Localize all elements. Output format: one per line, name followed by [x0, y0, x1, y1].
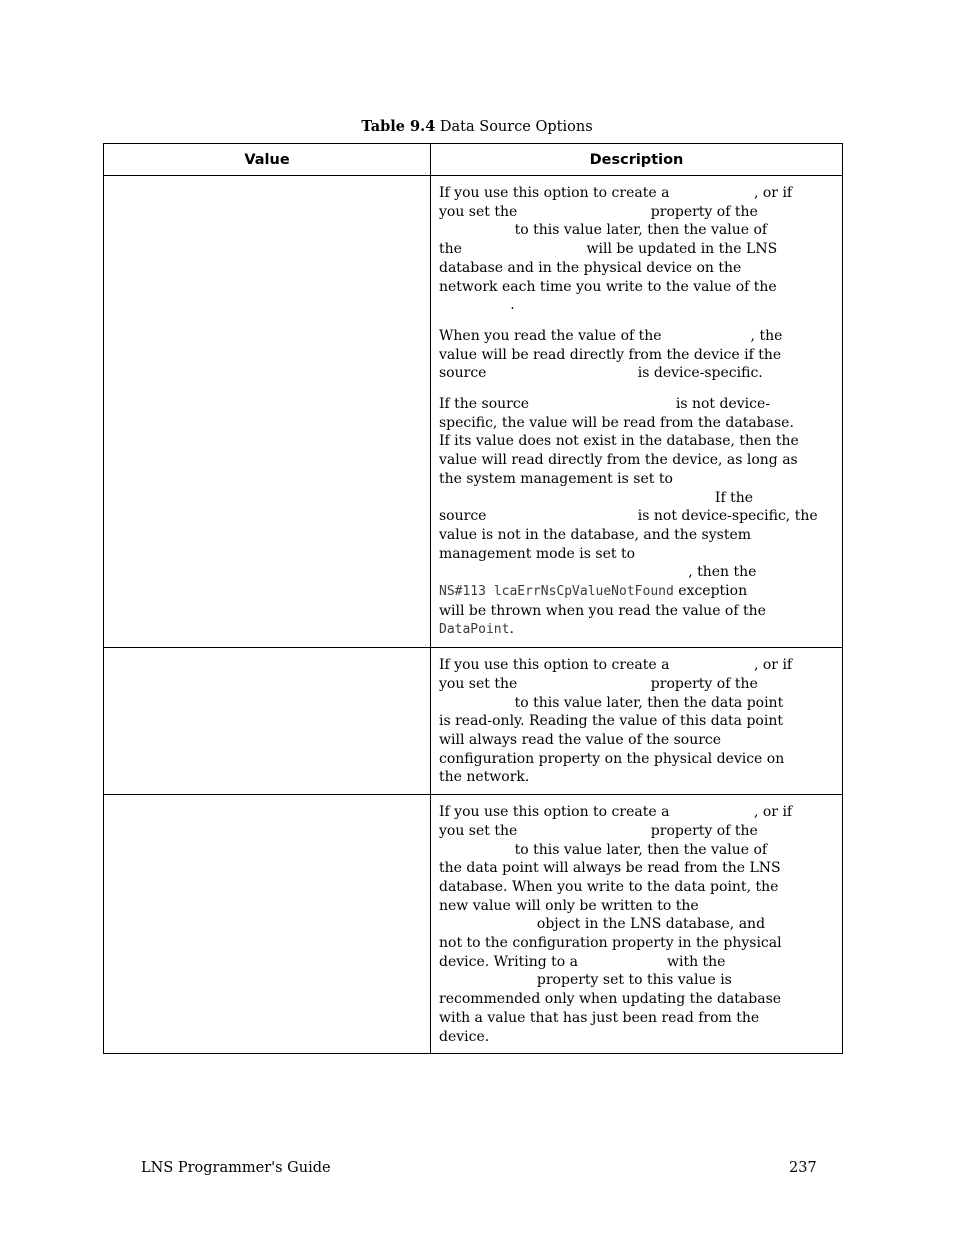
data-source-options-table — [103, 143, 843, 1054]
value-cell — [104, 795, 431, 1054]
datapoint-code: DataPoint — [439, 622, 510, 638]
text-line: you set the property of the — [439, 822, 758, 839]
text-line: to this value later, then the value of — [439, 222, 768, 239]
text-line: to this value later, then the data point — [439, 694, 784, 711]
text-line: the network. — [439, 769, 530, 786]
exception-suffix: exception — [673, 583, 748, 600]
text-line: object in the LNS database, and — [439, 916, 766, 933]
page-number: 237 — [789, 1160, 817, 1176]
description-cell — [431, 795, 843, 1054]
text-line — [439, 582, 812, 602]
text-line: with a value that has just been read from the — [439, 1009, 760, 1026]
text-line: value will read directly from the device, as long as — [439, 452, 798, 469]
text-line: . — [439, 297, 515, 314]
description-paragraph — [439, 656, 812, 787]
text-line: device. — [439, 1028, 490, 1045]
text-line — [439, 620, 812, 640]
text-line: If the source is not device- — [439, 396, 770, 413]
text-line: you set the property of the — [439, 675, 758, 692]
text-line: device. Writing to a with the — [439, 953, 726, 970]
table-caption-label: Table 9.4 — [361, 118, 436, 135]
text-line: will be thrown when you read the value of the — [439, 602, 766, 619]
text-line: source is device-specific. — [439, 365, 763, 382]
description-paragraph — [439, 803, 812, 1046]
text-line: source is not device-specific, the — [439, 508, 818, 525]
text-line: the will be updated in the LNS — [439, 241, 778, 258]
text-line: the system management is set to — [439, 470, 673, 487]
table-row — [104, 176, 843, 648]
text-line: not to the configuration property in the physical — [439, 935, 782, 952]
description-paragraph — [439, 395, 818, 640]
table-row — [104, 795, 843, 1054]
text-line: specific, the value will be read from the database. — [439, 414, 794, 431]
description-column-header: Description — [431, 144, 843, 176]
description-paragraph — [439, 327, 812, 383]
table-caption — [0, 118, 954, 135]
value-cell — [104, 648, 431, 795]
text-line: If you use this option to create a , or if — [439, 804, 793, 821]
value-column-header: Value — [104, 144, 431, 176]
text-line: new value will only be written to the — [439, 897, 699, 914]
text-line: property set to this value is — [439, 972, 732, 989]
exception-code: NS#113 lcaErrNsCpValueNotFound — [439, 584, 674, 600]
text-line: When you read the value of the , the — [439, 327, 783, 344]
text-line: you set the property of the — [439, 203, 758, 220]
table-caption-text: Data Source Options — [435, 119, 593, 135]
text-line: will always read the value of the source — [439, 731, 722, 748]
text-line: recommended only when updating the database — [439, 991, 782, 1008]
table-header-row — [104, 144, 843, 176]
footer-title: LNS Programmer's Guide — [141, 1160, 331, 1176]
text-line: If you use this option to create a , or if — [439, 185, 793, 201]
text-line: the data point will always be read from the LNS — [439, 860, 781, 877]
description-cell — [431, 648, 843, 795]
text-line: If its value does not exist in the database, then the — [439, 433, 799, 450]
table-row — [104, 648, 843, 795]
text-line: is read-only. Reading the value of this data point — [439, 713, 783, 730]
text-line: value will be read directly from the device if the — [439, 346, 782, 363]
text-line: management mode is set to — [439, 545, 635, 562]
description-cell — [431, 176, 843, 648]
text-line: database. When you write to the data point, the — [439, 878, 779, 895]
value-cell — [104, 176, 431, 648]
text-line: network each time you write to the value of the — [439, 278, 777, 295]
description-paragraph — [439, 184, 812, 315]
text-line: If you use this option to create a , or if — [439, 657, 793, 674]
datapoint-suffix: . — [509, 621, 514, 638]
text-line: database and in the physical device on the — [439, 259, 742, 276]
text-line: configuration property on the physical device on — [439, 750, 785, 767]
text-line: to this value later, then the value of — [439, 841, 768, 858]
text-line: value is not in the database, and the system — [439, 526, 752, 543]
text-line: , then the — [439, 564, 757, 581]
text-line: If the — [439, 489, 754, 506]
